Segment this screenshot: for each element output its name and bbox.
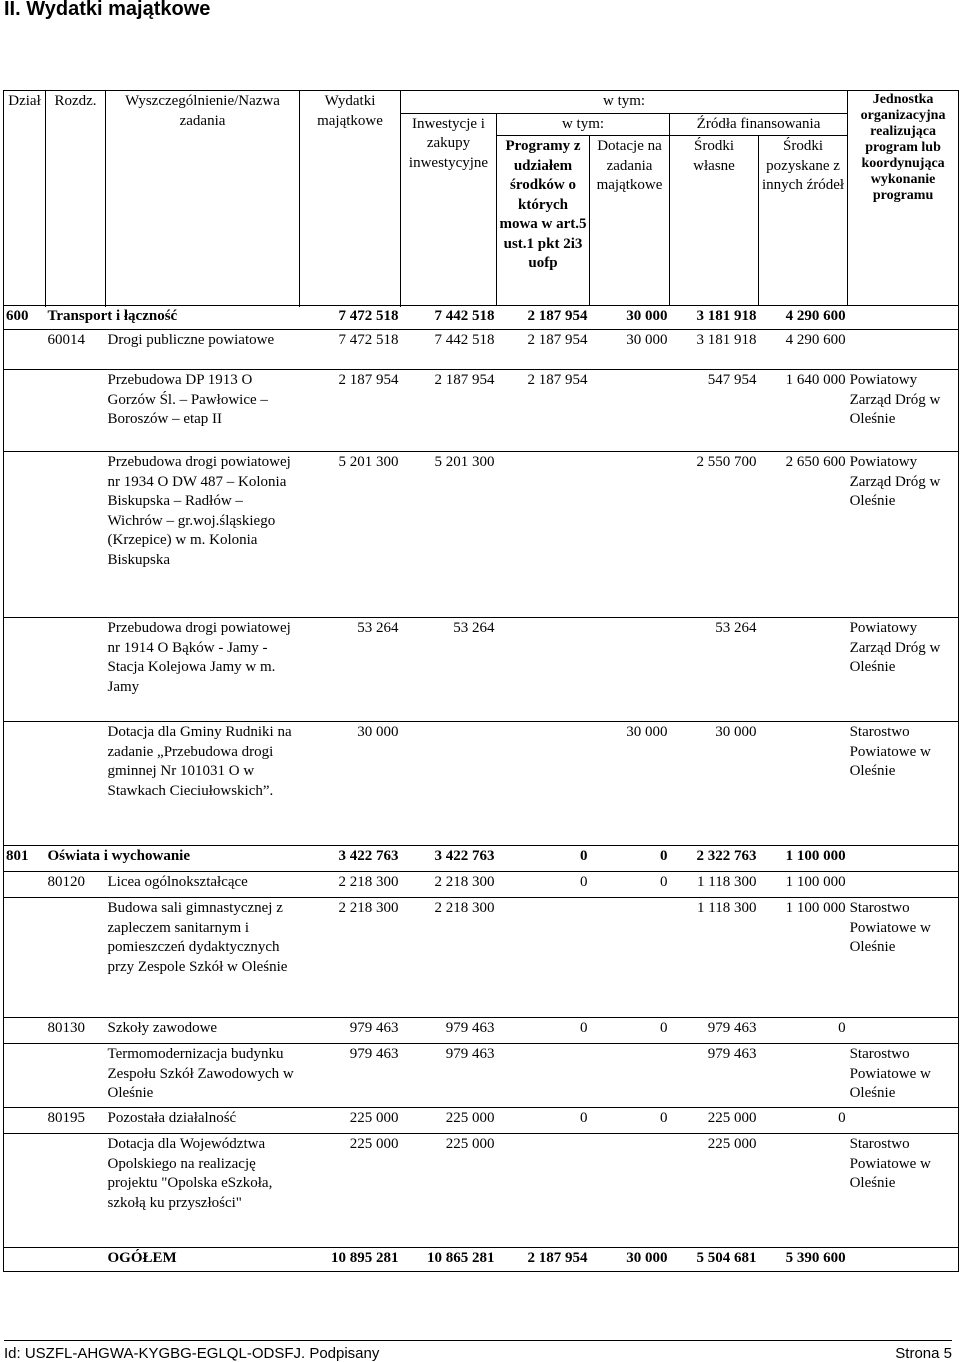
amount-cell: [759, 618, 848, 722]
empty-cell: [46, 618, 106, 722]
jednostka-cell: [848, 872, 959, 898]
header-w-tym: w tym:: [401, 91, 848, 114]
amount-cell: 3 181 918: [670, 330, 759, 370]
amount-cell: 1 640 000: [759, 370, 848, 452]
table-row: [4, 1044, 959, 1108]
total-amount: 5 390 600: [759, 1248, 848, 1272]
amount-cell: 4 290 600: [759, 330, 848, 370]
amount-cell: 2 322 763: [670, 846, 759, 872]
task-name: Budowa sali gimnastycznej z zapleczem sanitarnym i pomieszczeń dydaktycznych przy Zespole Szkół w Oleśnie: [106, 898, 300, 1018]
jednostka-cell: Powiatowy Zarząd Dróg w Oleśnie: [848, 618, 959, 722]
amount-cell: 2 218 300: [300, 872, 401, 898]
amount-cell: [497, 722, 590, 846]
table-row: [4, 846, 959, 872]
document-id: Id: USZFL-AHGWA-KYGBG-EGLQL-ODSFJ. Podpisany: [4, 1345, 380, 1362]
amount-cell: 2 187 954: [497, 306, 590, 330]
header-pozyskane: Środki pozyskane z innych źródeł: [759, 136, 848, 306]
amount-cell: 30 000: [590, 330, 670, 370]
amount-cell: 1 100 000: [759, 846, 848, 872]
amount-cell: [590, 618, 670, 722]
task-name: Dotacja dla Gminy Rudniki na zadanie „Przebudowa drogi gminnej Nr 101031 O w Stawkach Cieciułowskich”.: [106, 722, 300, 846]
empty-cell: [4, 370, 46, 452]
amount-cell: 2 218 300: [300, 898, 401, 1018]
amount-cell: 2 550 700: [670, 452, 759, 618]
empty-cell: [4, 1108, 46, 1134]
empty-cell: [4, 722, 46, 846]
amount-cell: 30 000: [300, 722, 401, 846]
amount-cell: 7 472 518: [300, 330, 401, 370]
header-nazwa: Wyszczególnienie/Nazwa zadania: [106, 91, 300, 306]
total-amount: 10 895 281: [300, 1248, 401, 1272]
task-name: Termomodernizacja budynku Zespołu Szkół Zawodowych w Oleśnie: [106, 1044, 300, 1108]
task-name: Dotacja dla Województwa Opolskiego na realizację projektu "Opolska eSzkoła, szkołą ku przyszłości": [106, 1134, 300, 1248]
amount-cell: 2 187 954: [497, 370, 590, 452]
empty-cell: [4, 898, 46, 1018]
amount-cell: 30 000: [670, 722, 759, 846]
jednostka-cell: Starostwo Powiatowe w Oleśnie: [848, 1134, 959, 1248]
table-row: [4, 1018, 959, 1044]
empty-cell: [46, 1134, 106, 1248]
amount-cell: 1 118 300: [670, 872, 759, 898]
amount-cell: 7 442 518: [401, 306, 497, 330]
amount-cell: 30 000: [590, 306, 670, 330]
dzial-name: Transport i łączność: [46, 306, 300, 330]
total-amount: 2 187 954: [497, 1248, 590, 1272]
amount-cell: 2 218 300: [401, 898, 497, 1018]
jednostka-cell: Powiatowy Zarząd Dróg w Oleśnie: [848, 452, 959, 618]
table-row: [4, 1108, 959, 1134]
amount-cell: 225 000: [401, 1108, 497, 1134]
empty-cell: [46, 722, 106, 846]
rozdz-name: Szkoły zawodowe: [106, 1018, 300, 1044]
amount-cell: 3 422 763: [300, 846, 401, 872]
total-row: [4, 1248, 959, 1272]
amount-cell: [590, 898, 670, 1018]
amount-cell: 0: [497, 1018, 590, 1044]
rozdz-code: 60014: [46, 330, 106, 370]
header-inwestycje: Inwestycje i zakupy inwestycyjne: [401, 113, 497, 306]
amount-cell: 2 218 300: [401, 872, 497, 898]
task-name: Przebudowa drogi powiatowej nr 1914 O Bąków - Jamy - Stacja Kolejowa Jamy w m. Jamy: [106, 618, 300, 722]
amount-cell: [590, 1044, 670, 1108]
empty-cell: [4, 1044, 46, 1108]
amount-cell: 2 187 954: [497, 330, 590, 370]
amount-cell: 0: [497, 872, 590, 898]
total-amount: 5 504 681: [670, 1248, 759, 1272]
empty-cell: [4, 1248, 46, 1272]
amount-cell: [590, 1134, 670, 1248]
page-footer: [4, 1340, 952, 1362]
rozdz-code: 80195: [46, 1108, 106, 1134]
amount-cell: 979 463: [401, 1044, 497, 1108]
table-row: [4, 370, 959, 452]
empty-cell: [4, 618, 46, 722]
amount-cell: [497, 1044, 590, 1108]
total-amount: 30 000: [590, 1248, 670, 1272]
empty-cell: [4, 452, 46, 618]
amount-cell: 0: [590, 1108, 670, 1134]
empty-cell: [4, 1134, 46, 1248]
rozdz-name: Licea ogólnokształcące: [106, 872, 300, 898]
empty-cell: [4, 872, 46, 898]
page-heading: II. Wydatki majątkowe: [4, 0, 211, 20]
amount-cell: 7 442 518: [401, 330, 497, 370]
amount-cell: 0: [590, 846, 670, 872]
amount-cell: 2 187 954: [401, 370, 497, 452]
dzial-code: 801: [4, 846, 46, 872]
amount-cell: 1 118 300: [670, 898, 759, 1018]
jednostka-cell: Starostwo Powiatowe w Oleśnie: [848, 898, 959, 1018]
amount-cell: [759, 1044, 848, 1108]
amount-cell: [759, 722, 848, 846]
amount-cell: 225 000: [300, 1134, 401, 1248]
table-row: [4, 1134, 959, 1248]
amount-cell: 225 000: [401, 1134, 497, 1248]
amount-cell: 225 000: [670, 1134, 759, 1248]
empty-cell: [46, 1248, 106, 1272]
amount-cell: 0: [590, 872, 670, 898]
amount-cell: 979 463: [670, 1044, 759, 1108]
rozdz-code: 80130: [46, 1018, 106, 1044]
amount-cell: 30 000: [590, 722, 670, 846]
table-row: [4, 898, 959, 1018]
header-rozdz: Rozdz.: [46, 91, 106, 306]
empty-cell: [4, 330, 46, 370]
header-w-tym-2: w tym:: [497, 113, 670, 136]
header-dotacje: Dotacje na zadania majątkowe: [590, 136, 670, 306]
table-row: [4, 452, 959, 618]
empty-cell: [46, 1044, 106, 1108]
amount-cell: 547 954: [670, 370, 759, 452]
amount-cell: 0: [759, 1018, 848, 1044]
amount-cell: [401, 722, 497, 846]
jednostka-cell: [848, 330, 959, 370]
rozdz-name: Drogi publiczne powiatowe: [106, 330, 300, 370]
jednostka-cell: [848, 1108, 959, 1134]
amount-cell: [590, 370, 670, 452]
amount-cell: 4 290 600: [759, 306, 848, 330]
empty-cell: [848, 1248, 959, 1272]
amount-cell: [759, 1134, 848, 1248]
amount-cell: [497, 452, 590, 618]
amount-cell: 3 422 763: [401, 846, 497, 872]
task-name: Przebudowa drogi powiatowej nr 1934 O DW 487 – Kolonia Biskupska – Radłów – Wichrów – gr.woj.śląskiego (Krzepice) w m. Kolonia Biskupska: [106, 452, 300, 618]
empty-cell: [46, 370, 106, 452]
empty-cell: [4, 1018, 46, 1044]
jednostka-cell: Powiatowy Zarząd Dróg w Oleśnie: [848, 370, 959, 452]
header-zrodla: Źródła finansowania: [670, 113, 848, 136]
amount-cell: 0: [759, 1108, 848, 1134]
amount-cell: 979 463: [300, 1018, 401, 1044]
table-row: [4, 872, 959, 898]
amount-cell: 979 463: [670, 1018, 759, 1044]
amount-cell: [497, 618, 590, 722]
header-wydatki: Wydatki majątkowe: [300, 91, 401, 306]
amount-cell: 979 463: [300, 1044, 401, 1108]
amount-cell: [497, 898, 590, 1018]
empty-cell: [46, 452, 106, 618]
header-programy: Programy z udziałem środków o których mowa w art.5 ust.1 pkt 2i3 uofp: [497, 136, 590, 306]
dzial-name: Oświata i wychowanie: [46, 846, 300, 872]
amount-cell: 53 264: [300, 618, 401, 722]
amount-cell: 5 201 300: [401, 452, 497, 618]
amount-cell: 225 000: [300, 1108, 401, 1134]
rozdz-name: Pozostała działalność: [106, 1108, 300, 1134]
empty-cell: [46, 898, 106, 1018]
total-amount: 10 865 281: [401, 1248, 497, 1272]
header-wlasne: Środki własne: [670, 136, 759, 306]
amount-cell: 2 187 954: [300, 370, 401, 452]
amount-cell: 5 201 300: [300, 452, 401, 618]
amount-cell: [497, 1134, 590, 1248]
dzial-code: 600: [4, 306, 46, 330]
jednostka-cell: Starostwo Powiatowe w Oleśnie: [848, 1044, 959, 1108]
amount-cell: 1 100 000: [759, 872, 848, 898]
amount-cell: 0: [497, 846, 590, 872]
jednostka-cell: [848, 306, 959, 330]
amount-cell: 0: [590, 1018, 670, 1044]
header-jednostka: Jednostka organizacyjna realizująca program lub koordynująca wykonanie programu: [848, 91, 959, 306]
total-label: OGÓŁEM: [106, 1248, 300, 1272]
amount-cell: 0: [497, 1108, 590, 1134]
amount-cell: 1 100 000: [759, 898, 848, 1018]
jednostka-cell: [848, 1018, 959, 1044]
rozdz-code: 80120: [46, 872, 106, 898]
amount-cell: 2 650 600: [759, 452, 848, 618]
amount-cell: [590, 452, 670, 618]
task-name: Przebudowa DP 1913 O Gorzów Śl. – Pawłowice – Boroszów – etap II: [106, 370, 300, 452]
amount-cell: 53 264: [401, 618, 497, 722]
table-row: [4, 722, 959, 846]
table-row: [4, 618, 959, 722]
jednostka-cell: [848, 846, 959, 872]
amount-cell: 7 472 518: [300, 306, 401, 330]
jednostka-cell: Starostwo Powiatowe w Oleśnie: [848, 722, 959, 846]
amount-cell: 979 463: [401, 1018, 497, 1044]
table-row: [4, 306, 959, 330]
amount-cell: 225 000: [670, 1108, 759, 1134]
amount-cell: 53 264: [670, 618, 759, 722]
header-dzial: Dział: [4, 91, 46, 306]
amount-cell: 3 181 918: [670, 306, 759, 330]
page-number: Strona 5: [895, 1345, 952, 1362]
table-row: [4, 330, 959, 370]
expenditure-table: [3, 90, 959, 1272]
